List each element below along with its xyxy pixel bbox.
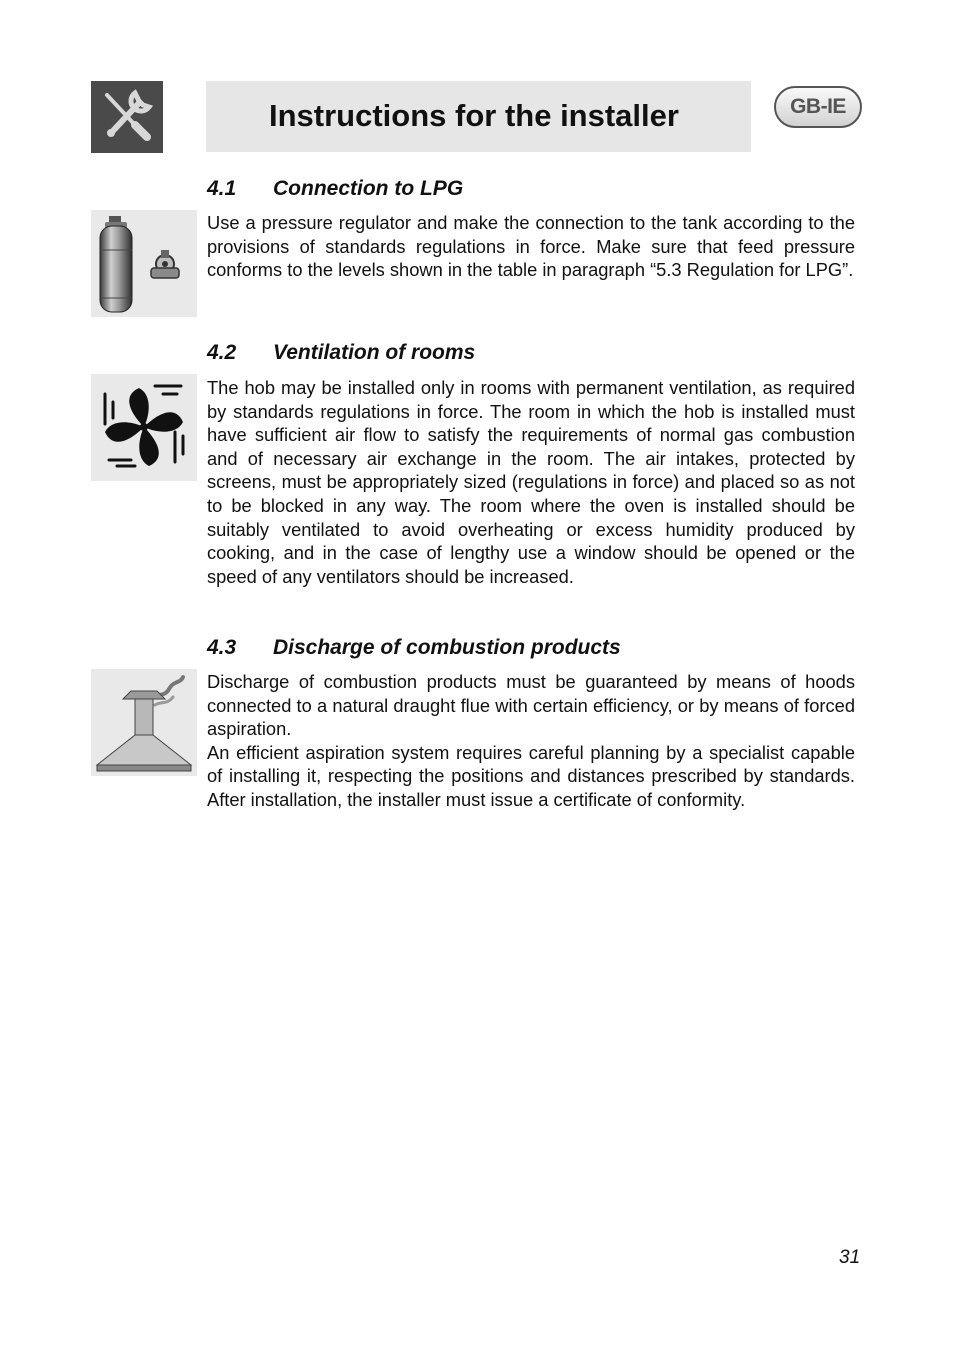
tools-icon xyxy=(91,81,163,153)
title-banner xyxy=(206,81,751,152)
page-title: Instructions for the installer xyxy=(269,98,679,133)
section-title: Connection to LPG xyxy=(273,177,464,200)
section-number: 4.1 xyxy=(207,177,237,200)
section-number: 4.3 xyxy=(207,636,237,659)
section-heading-4-2 xyxy=(207,341,475,365)
section-heading-4-1 xyxy=(207,177,463,201)
section-title: Ventilation of rooms xyxy=(273,341,476,364)
section-heading-4-3 xyxy=(207,636,621,660)
section-paragraph xyxy=(207,670,855,812)
gas-cylinder-regulator-icon xyxy=(91,210,197,317)
section-title: Discharge of combustion products xyxy=(273,636,621,659)
paragraph-line: An efficient aspiration system requires careful planning by a specialist capable of installing it, respecting the positions and distances prescribed by standards. After installation, the installer must issue a certificate of conformity. xyxy=(207,741,855,810)
page-number: 31 xyxy=(839,1247,861,1268)
ventilation-fan-icon xyxy=(91,374,197,481)
paragraph-line: Discharge of combustion products must be guaranteed by means of hoods connected to a natural draught flue with certain efficiency, or by means of forced aspiration. xyxy=(207,671,855,740)
section-paragraph: The hob may be installed only in rooms with permanent ventilation, as required by standards regulations in force. The room in which the hob is installed must have sufficient air flow to satisfy the requirements of normal gas combustion and of necessary air exchange in the room. The air intakes, protected by screens, must be appropriately sized (regulations in force) and placed so as not to be blocked in any way. The room where the oven is installed should be suitably ventilated to avoid overheating or excess humidity produced by cooking, and in the case of lengthy use a window should be opened or the speed of any ventilators should be increased. xyxy=(207,377,855,587)
extractor-hood-icon xyxy=(91,669,197,776)
section-number: 4.2 xyxy=(207,341,237,364)
section-paragraph: Use a pressure regulator and make the connection to the tank according to the provisions of standards regulations in force. Make sure that feed pressure conforms to the levels shown in the table in paragraph “5.3 Regulation for LPG”. xyxy=(207,212,855,281)
language-badge: GB-IE xyxy=(774,86,862,128)
